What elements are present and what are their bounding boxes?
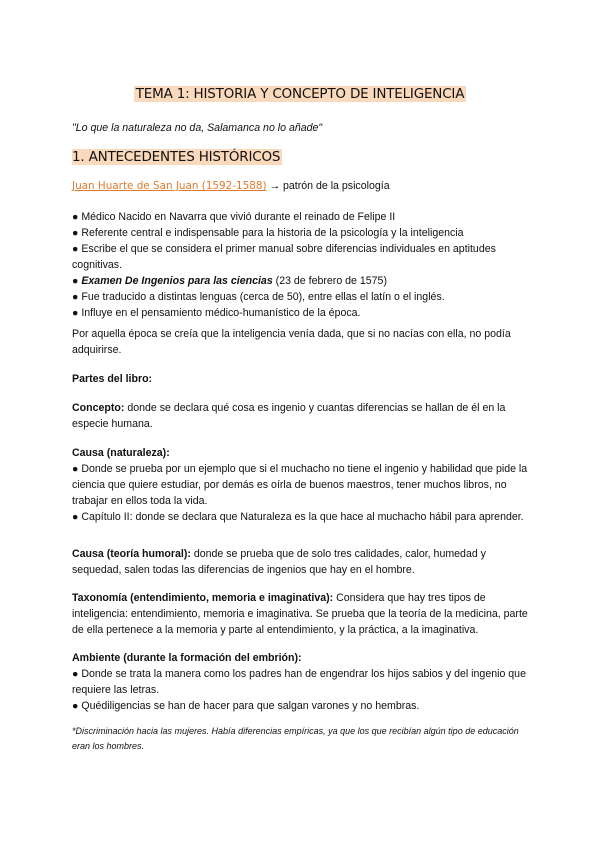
list-item-book: ● Examen De Ingenios para las ciencias (23 de febrero de 1575): [72, 275, 387, 287]
taxonomia-label: Taxonomía (entendimiento, memoria e imaginativa):: [72, 592, 334, 604]
concepto-label: Concepto:: [72, 402, 125, 414]
parts-heading: Partes del libro:: [72, 373, 153, 385]
causa-humoral-paragraph: Causa (teoría humoral): donde se prueba que de solo tres calidades, calor, humedad y sequedad, salen todas las diferencias de ingenios que hay en el hombre.: [72, 548, 486, 576]
list-item: ● Referente central e indispensable para la historia de la psicología y la inteligencia: [72, 227, 464, 239]
list-item: ● Donde se trata la manera como los padres han de engendrar los hijos sabios y del ingenio que requiere las letras.: [72, 668, 526, 696]
author-line: [72, 180, 390, 192]
list-item: ● Escribe el que se considera el primer manual sobre diferencias individuales en aptitudes cognitivas.: [72, 243, 496, 271]
quote: "Lo que la naturaleza no da, Salamanca no lo añade": [72, 122, 323, 134]
book-date: (23 de febrero de 1575): [272, 275, 387, 287]
taxonomia-paragraph: Taxonomía (entendimiento, memoria e imaginativa): Considera que hay tres tipos de inteligencia: entendimiento, memoria e imaginativa. Se prueba que la teoría de la medicina, parte de ella pertenece a la memoria y parte al entendimiento, y la práctica, a la imaginativa.: [72, 592, 528, 636]
causa-naturaleza-label: Causa (naturaleza):: [72, 447, 170, 459]
list-item: ● Influye en el pensamiento médico-humanístico de la época.: [72, 307, 361, 319]
ambiente: [72, 650, 532, 714]
list-item: ● Quédiligencias se han de hacer para que salgan varones y no hembras.: [72, 700, 420, 712]
footnote: *Discriminación hacia las mujeres. Había diferencias empíricas, ya que los que recibían algún tipo de educación eran los hombres.: [72, 726, 519, 751]
author-link[interactable]: Juan Huarte de San Juan (1592-1588): [72, 180, 267, 192]
section-heading-text: 1. ANTECEDENTES HISTÓRICOS: [72, 149, 281, 165]
author-bullets: [72, 209, 532, 321]
causa-naturaleza: [72, 445, 532, 525]
causa-humoral-label: Causa (teoría humoral):: [72, 548, 191, 560]
title-text: TEMA 1: HISTORIA Y CONCEPTO DE INTELIGENCIA: [135, 86, 465, 102]
book-title: Examen De Ingenios para las ciencias: [81, 275, 273, 287]
list-item: ● Fue traducido a distintas lenguas (cerca de 50), entre ellas el latín o el inglés.: [72, 291, 445, 303]
list-item: ● Capítulo II: donde se declara que Naturaleza es la que hace al muchacho hábil para aprender.: [72, 511, 524, 523]
list-item: ● Donde se prueba por un ejemplo que si el muchacho no tiene el ingenio y habilidad que pide la ciencia que quiere estudiar, por demás es oírla de buenos maestros, tener muchos libros, no trabajar en ellos toda la vida.: [72, 463, 528, 507]
list-item: ● Médico Nacido en Navarra que vivió durante el reinado de Felipe II: [72, 211, 396, 223]
section-heading: [72, 149, 282, 165]
intro-paragraph: Por aquella época se creía que la inteligencia venía dada, que si no nacías con ella, no podía adquirirse.: [72, 328, 511, 356]
ambiente-label: Ambiente (durante la formación del embrión):: [72, 652, 302, 664]
document-title: [0, 86, 600, 102]
concepto-paragraph: Concepto: donde se declara qué cosa es ingenio y cuantas diferencias se hallan de él en la especie humana.: [72, 402, 506, 430]
author-suffix: → patrón de la psicología: [266, 180, 390, 192]
